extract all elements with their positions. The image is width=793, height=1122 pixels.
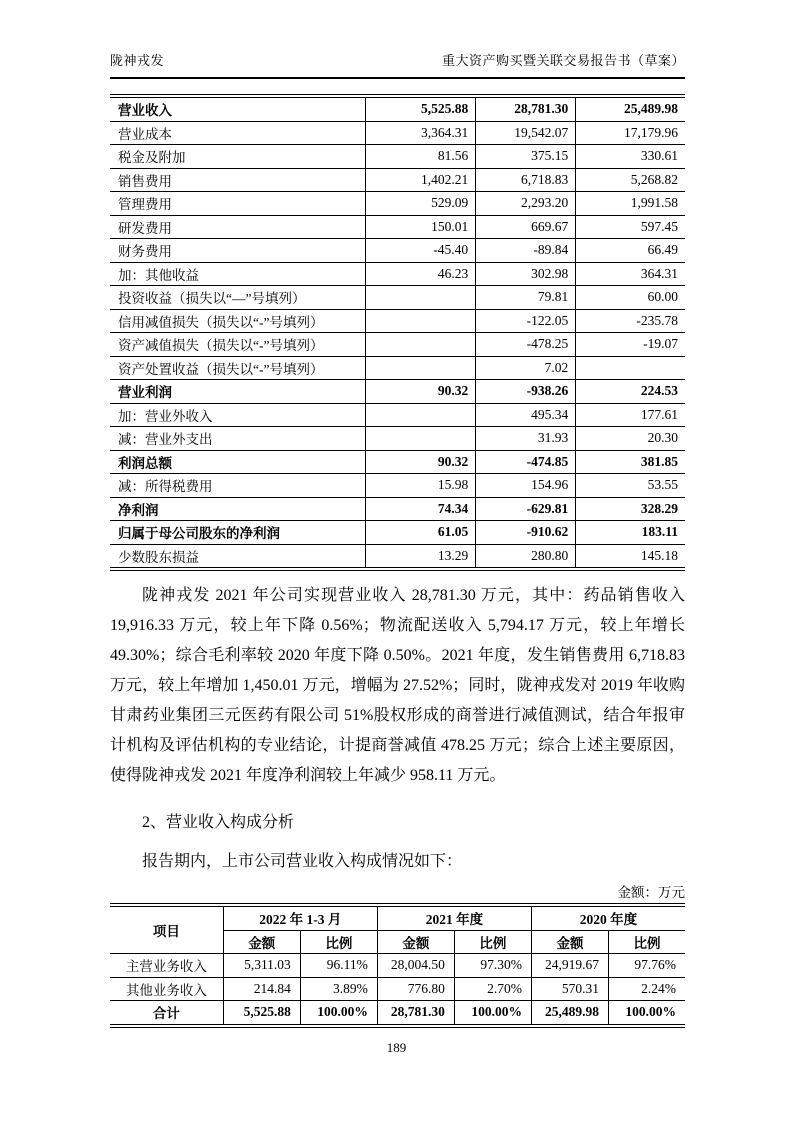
column-header-ratio: 比例 xyxy=(300,930,377,954)
row-value: 529.09 xyxy=(365,192,475,216)
row-value: 96.11% xyxy=(300,954,377,978)
table-row xyxy=(110,427,685,451)
row-label: 税金及附加 xyxy=(110,145,365,169)
row-value: -629.81 xyxy=(476,497,576,521)
row-label: 营业成本 xyxy=(110,121,365,145)
row-value: 97.30% xyxy=(454,954,531,978)
row-value xyxy=(576,356,685,380)
row-value: 776.80 xyxy=(377,977,454,1001)
table-row xyxy=(110,1001,685,1026)
row-value: 28,781.30 xyxy=(476,96,576,121)
row-value: 364.31 xyxy=(576,262,685,286)
table-row xyxy=(110,145,685,169)
income-statement-table xyxy=(110,94,685,571)
row-value: 183.11 xyxy=(576,521,685,545)
row-value: 81.56 xyxy=(365,145,475,169)
revenue-table-head xyxy=(110,905,685,954)
row-value: 17,179.96 xyxy=(576,121,685,145)
row-value: 570.31 xyxy=(531,977,608,1001)
row-value: 20.30 xyxy=(576,427,685,451)
row-label: 投资收益（损失以“—”号填列） xyxy=(110,286,365,310)
table-row xyxy=(110,450,685,474)
row-value xyxy=(365,403,475,427)
table-row xyxy=(110,239,685,263)
row-value: 154.96 xyxy=(476,474,576,498)
row-label: 净利润 xyxy=(110,497,365,521)
row-label: 主营业务收入 xyxy=(110,954,223,978)
row-value: 97.76% xyxy=(609,954,686,978)
row-value: 177.61 xyxy=(576,403,685,427)
table-header-row xyxy=(110,905,685,930)
table-row xyxy=(110,521,685,545)
row-value: 100.00% xyxy=(300,1001,377,1026)
row-value: -235.78 xyxy=(576,309,685,333)
revenue-composition-table xyxy=(110,903,685,1028)
row-value: 66.49 xyxy=(576,239,685,263)
column-header-amount: 金额 xyxy=(223,930,300,954)
row-value: 61.05 xyxy=(365,521,475,545)
row-label: 销售费用 xyxy=(110,168,365,192)
table-row xyxy=(110,380,685,404)
row-value: 150.01 xyxy=(365,215,475,239)
row-label: 利润总额 xyxy=(110,450,365,474)
table-row xyxy=(110,544,685,569)
row-value: 224.53 xyxy=(576,380,685,404)
row-value: 6,718.83 xyxy=(476,168,576,192)
row-value: 328.29 xyxy=(576,497,685,521)
table-row xyxy=(110,403,685,427)
row-value: 5,311.03 xyxy=(223,954,300,978)
income-statement-body xyxy=(110,96,685,569)
row-value: 597.45 xyxy=(576,215,685,239)
row-value: 2,293.20 xyxy=(476,192,576,216)
page-number: 189 xyxy=(386,1040,407,1055)
analysis-paragraph: 陇神戎发 2021 年公司实现营业收入 28,781.30 万元，其中：药品销售收入 19,916.33 万元，较上年下降 0.56%；物流配送收入 5,794.17 万元，较上年增长 49.30%；综合毛利率较 2020 年度下降 0.50%。2021 年度，发生销售费用 6,718.83 万元，较上年增加 1,450.01 万元，增幅为 27.52%；同时，陇神戎发对 2019 年收购甘肃药业集团三元医药有限公司 51%股权形成的商誉进行减值测试，结合年报审计机构及评估机构的专业结论，计提商誉减值 478.25 万元；综合上述主要原因，使得陇神戎发 2021 年度净利润较上年减少 958.11 万元。 xyxy=(110,587,685,784)
row-value: -89.84 xyxy=(476,239,576,263)
row-value: 79.81 xyxy=(476,286,576,310)
page-header xyxy=(110,50,685,79)
row-value: 3,364.31 xyxy=(365,121,475,145)
row-value: 669.67 xyxy=(476,215,576,239)
row-value: 1,991.58 xyxy=(576,192,685,216)
row-value: 330.61 xyxy=(576,145,685,169)
row-value: -45.40 xyxy=(365,239,475,263)
table-row xyxy=(110,309,685,333)
row-value: -938.26 xyxy=(476,380,576,404)
row-value: -19.07 xyxy=(576,333,685,357)
row-value: 5,525.88 xyxy=(223,1001,300,1026)
row-label: 资产处置收益（损失以“-”号填列） xyxy=(110,356,365,380)
table-row xyxy=(110,954,685,978)
row-value: -122.05 xyxy=(476,309,576,333)
section-heading: 2、营业收入构成分析 xyxy=(142,814,295,831)
row-label: 其他业务收入 xyxy=(110,977,223,1001)
row-value: 19,542.07 xyxy=(476,121,576,145)
row-value: 1,402.21 xyxy=(365,168,475,192)
row-label: 少数股东损益 xyxy=(118,549,199,565)
row-value: 495.34 xyxy=(476,403,576,427)
row-label: 营业收入 xyxy=(110,96,365,121)
row-label: 加：营业外收入 xyxy=(110,403,365,427)
revenue-table-body xyxy=(110,954,685,1026)
column-header-period-2021: 2021 年度 xyxy=(377,905,531,930)
table-row xyxy=(110,333,685,357)
column-header-amount: 金额 xyxy=(377,930,454,954)
row-value: 90.32 xyxy=(365,450,475,474)
row-value: 5,268.82 xyxy=(576,168,685,192)
header-company-name: 陇神戎发 xyxy=(110,53,165,68)
column-header-ratio: 比例 xyxy=(609,930,686,954)
row-value: 28,004.50 xyxy=(377,954,454,978)
row-value: -474.85 xyxy=(476,450,576,474)
column-header-period-2022q1: 2022 年 1-3 月 xyxy=(223,905,377,930)
row-value: 15.98 xyxy=(365,474,475,498)
table-row xyxy=(110,262,685,286)
section-intro: 报告期内，上市公司营业收入构成情况如下： xyxy=(142,853,463,870)
table-row xyxy=(110,96,685,121)
row-label: 财务费用 xyxy=(110,239,365,263)
row-value: 3.89% xyxy=(300,977,377,1001)
page-footer xyxy=(0,1040,793,1056)
row-value xyxy=(365,309,475,333)
row-value: -478.25 xyxy=(476,333,576,357)
row-value: 13.29 xyxy=(365,544,475,569)
row-value: 7.02 xyxy=(476,356,576,380)
row-value: 145.18 xyxy=(576,544,685,569)
row-value: 5,525.88 xyxy=(365,96,475,121)
row-label: 加：其他收益 xyxy=(110,262,365,286)
table-row xyxy=(110,497,685,521)
row-label: 合计 xyxy=(152,1006,180,1022)
row-label: 减：营业外支出 xyxy=(110,427,365,451)
row-value: 214.84 xyxy=(223,977,300,1001)
row-label: 研发费用 xyxy=(110,215,365,239)
row-value xyxy=(365,286,475,310)
row-value: -910.62 xyxy=(476,521,576,545)
row-label: 减：所得税费用 xyxy=(110,474,365,498)
row-value xyxy=(365,427,475,451)
column-header-amount: 金额 xyxy=(531,930,608,954)
table-row xyxy=(110,168,685,192)
row-value: 53.55 xyxy=(576,474,685,498)
row-value: 100.00% xyxy=(609,1001,686,1026)
row-value: 24,919.67 xyxy=(531,954,608,978)
row-value xyxy=(365,356,475,380)
row-value: 46.23 xyxy=(365,262,475,286)
column-header-item: 项目 xyxy=(110,905,223,954)
row-label: 信用减值损失（损失以“-”号填列） xyxy=(110,309,365,333)
row-value: 90.32 xyxy=(365,380,475,404)
row-value xyxy=(365,333,475,357)
row-value: 60.00 xyxy=(576,286,685,310)
row-value: 381.85 xyxy=(576,450,685,474)
table-row xyxy=(110,192,685,216)
row-value: 302.98 xyxy=(476,262,576,286)
row-label: 管理费用 xyxy=(110,192,365,216)
unit-note: 金额：万元 xyxy=(617,885,685,900)
table-row xyxy=(110,121,685,145)
table-row xyxy=(110,474,685,498)
row-label: 归属于母公司股东的净利润 xyxy=(110,521,365,545)
row-value: 375.15 xyxy=(476,145,576,169)
table-row xyxy=(110,356,685,380)
row-label: 营业利润 xyxy=(110,380,365,404)
row-label: 资产减值损失（损失以“-”号填列） xyxy=(110,333,365,357)
table-row xyxy=(110,286,685,310)
row-value: 280.80 xyxy=(476,544,576,569)
table-row xyxy=(110,215,685,239)
column-header-period-2020: 2020 年度 xyxy=(531,905,685,930)
row-value: 2.70% xyxy=(454,977,531,1001)
row-value: 25,489.98 xyxy=(531,1001,608,1026)
row-value: 2.24% xyxy=(609,977,686,1001)
table-row xyxy=(110,977,685,1001)
row-value: 28,781.30 xyxy=(377,1001,454,1026)
row-value: 74.34 xyxy=(365,497,475,521)
row-value: 100.00% xyxy=(454,1001,531,1026)
header-report-title: 重大资产购买暨关联交易报告书（草案） xyxy=(441,53,685,68)
column-header-ratio: 比例 xyxy=(454,930,531,954)
row-value: 25,489.98 xyxy=(576,96,685,121)
row-value: 31.93 xyxy=(476,427,576,451)
